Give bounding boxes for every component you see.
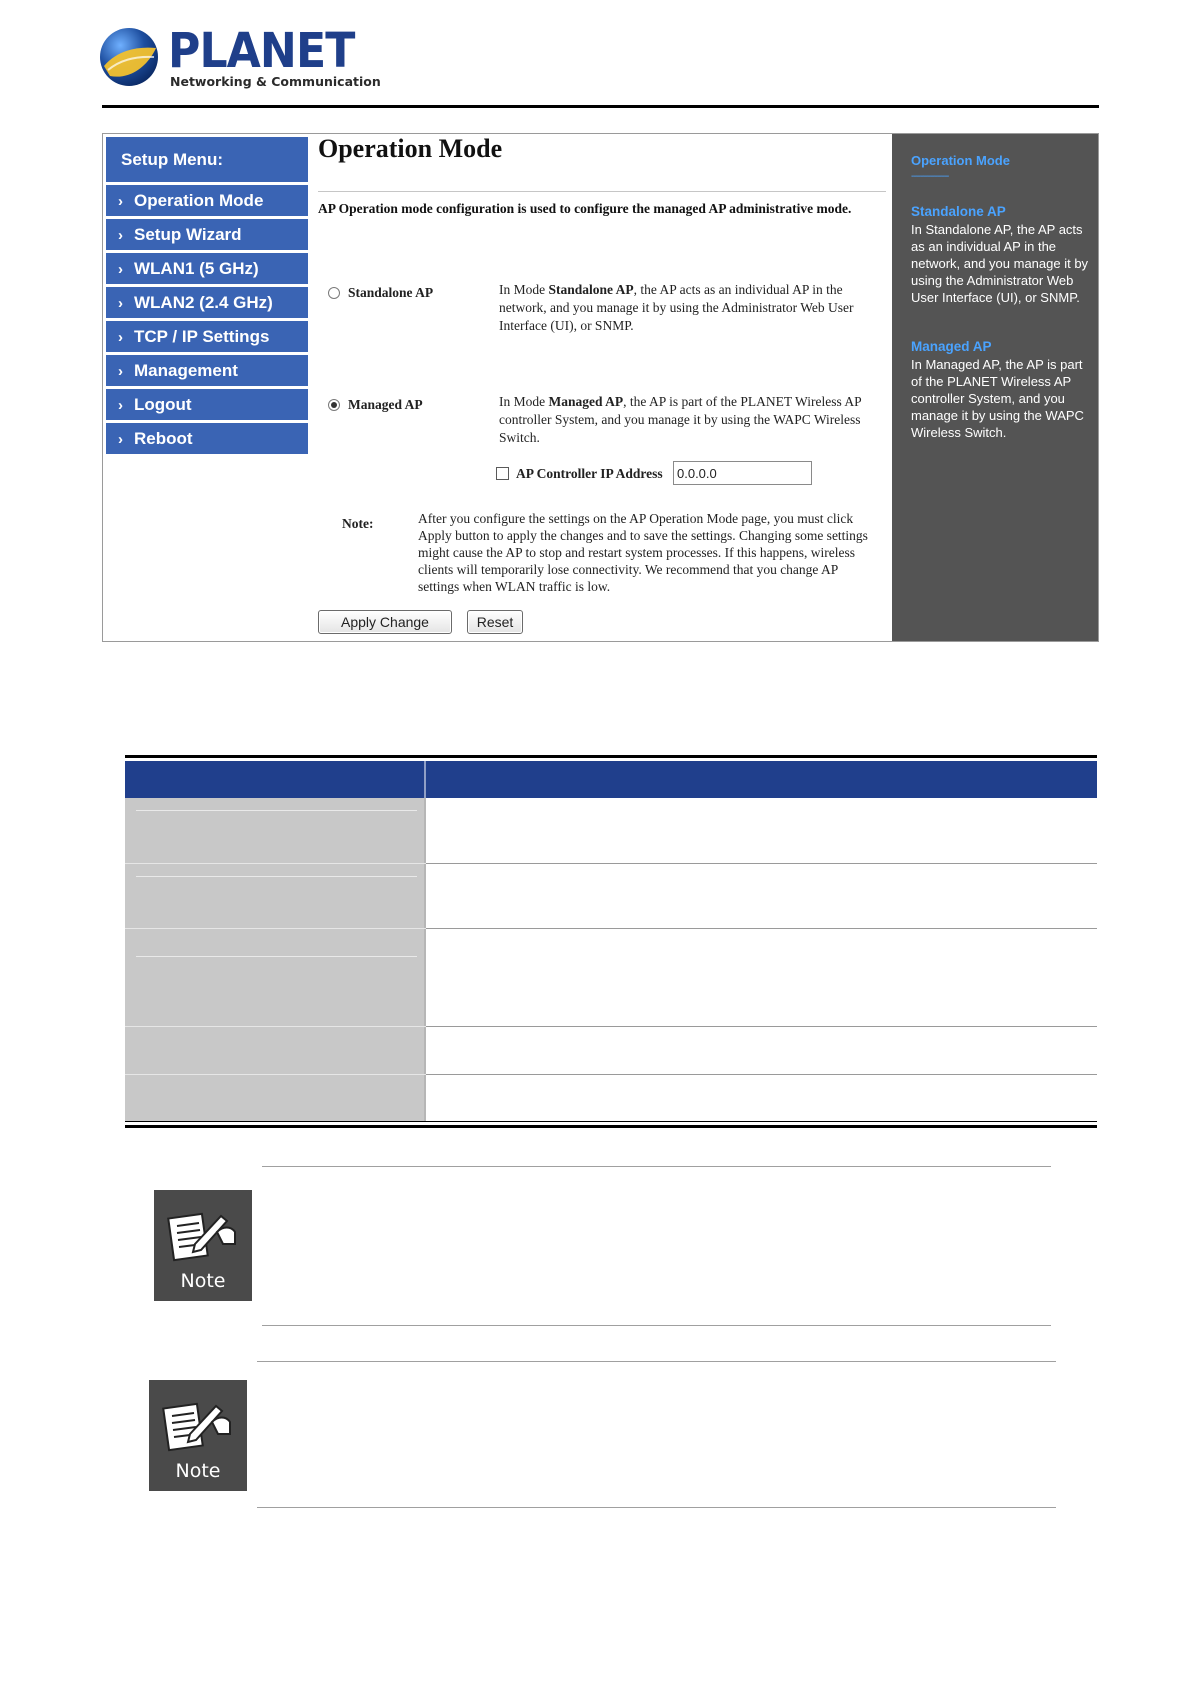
menu-item-label: Logout (134, 395, 192, 414)
table-column-divider (424, 798, 426, 1121)
menu-item-label: Reboot (134, 429, 193, 448)
table-header (125, 761, 1097, 798)
menu-item-operation-mode[interactable] (106, 185, 308, 216)
table-bottom-border-inner (125, 1121, 1097, 1122)
managed-ap-radio[interactable] (328, 399, 340, 411)
note-pencil-icon (160, 1394, 238, 1456)
apply-change-button[interactable]: Apply Change (318, 610, 452, 634)
header-divider (102, 105, 1099, 108)
table-row-divider (426, 1074, 1097, 1075)
menu-item-label: TCP / IP Settings (134, 327, 270, 346)
globe-icon (98, 26, 160, 88)
menu-item-reboot[interactable] (106, 423, 308, 454)
operation-mode-form (318, 134, 888, 641)
note-icon-box (149, 1380, 247, 1491)
ap-controller-ip-label: AP Controller IP Address (516, 466, 663, 481)
standalone-ap-radio[interactable] (328, 287, 340, 299)
note-label: Note: (342, 516, 374, 531)
note-icon-label: Note (175, 1460, 221, 1482)
setup-menu (106, 137, 308, 457)
table-row-divider (125, 1074, 426, 1075)
menu-item-label: Setup Wizard (134, 225, 242, 244)
table-bottom-border (125, 1125, 1097, 1128)
standalone-ap-description: In Mode Standalone AP, the AP acts as an individual AP in the network, and you manage it by using the Administrator Web User Interface (UI), or SNMP. (499, 282, 854, 333)
standalone-ap-label: Standalone AP (348, 285, 434, 300)
help-standalone-heading: Standalone AP (911, 204, 1006, 219)
managed-ap-label: Managed AP (348, 397, 423, 412)
table-cell-inner-line (136, 810, 417, 811)
help-managed-heading: Managed AP (911, 339, 992, 354)
planet-logo (98, 23, 381, 94)
help-title: Operation Mode (911, 153, 1010, 168)
help-standalone-text: In Standalone AP, the AP acts as an individual AP in the network, and you manage it by using the Administrator Web User Interface (UI), or SNMP. (911, 222, 1089, 305)
menu-item-label: Management (134, 361, 238, 380)
chevron-right-icon: › (118, 363, 123, 380)
brand-name: PLANET (168, 23, 355, 79)
note-bottom-rule (262, 1325, 1051, 1326)
chevron-right-icon: › (118, 295, 123, 312)
note-top-rule (262, 1166, 1051, 1167)
setup-menu-title: Setup Menu: (106, 137, 308, 182)
operation-mode-screenshot (102, 133, 1099, 642)
managed-ap-description: In Mode Managed AP, the AP is part of the PLANET Wireless AP controller System, and you manage it by using the WAPC Wireless Switch. (499, 394, 862, 445)
menu-item-wlan1[interactable] (106, 253, 308, 284)
help-title-underline: ---------------- (911, 171, 949, 182)
page-title: Operation Mode (318, 134, 503, 163)
ap-controller-ip-input[interactable] (673, 461, 812, 485)
menu-item-management[interactable] (106, 355, 308, 386)
chevron-right-icon: › (118, 431, 123, 448)
note-bottom-rule (257, 1507, 1056, 1508)
table-label-column (125, 798, 426, 1121)
menu-item-label: WLAN2 (2.4 GHz) (134, 293, 273, 312)
menu-item-tcp-ip-settings[interactable] (106, 321, 308, 352)
note-icon-box (154, 1190, 252, 1301)
table-row-divider (426, 863, 1097, 864)
reset-button[interactable]: Reset (467, 610, 523, 634)
chevron-right-icon: › (118, 227, 123, 244)
menu-item-label: WLAN1 (5 GHz) (134, 259, 259, 278)
chevron-right-icon: › (118, 397, 123, 414)
chevron-right-icon: › (118, 329, 123, 346)
table-row-divider (426, 928, 1097, 929)
table-top-border (125, 755, 1097, 758)
table-row-divider (125, 1026, 426, 1027)
note-top-rule (257, 1361, 1056, 1362)
table-row-divider (125, 863, 426, 864)
table-cell-inner-line (136, 876, 417, 877)
intro-text: AP Operation mode configuration is used to configure the managed AP administrative mode. (318, 201, 852, 216)
chevron-right-icon: › (118, 193, 123, 210)
help-managed-text: In Managed AP, the AP is part of the PLANET Wireless AP controller System, and you manage it by using the WAPC Wireless Switch. (911, 357, 1084, 440)
table-cell-inner-line (136, 956, 417, 957)
table-header-separator (424, 761, 426, 798)
help-panel (892, 134, 1098, 641)
brand-tagline: Networking & Communication (170, 74, 381, 89)
note-text: After you configure the settings on the AP Operation Mode page, you must click Apply button to apply the changes and to save the settings. Changing some settings might cause the AP to stop and restart system processes. If this happens, wireless clients will temporarily lose connectivity. We recommend that you change AP settings when WLAN traffic is low. (418, 511, 868, 594)
menu-item-wlan2[interactable] (106, 287, 308, 318)
table-row-divider (426, 1026, 1097, 1027)
note-pencil-icon (165, 1204, 243, 1266)
note-icon-label: Note (180, 1270, 226, 1292)
menu-item-label: Operation Mode (134, 191, 264, 210)
title-divider (318, 191, 886, 192)
menu-item-logout[interactable] (106, 389, 308, 420)
ap-controller-ip-checkbox[interactable] (496, 467, 509, 480)
menu-item-setup-wizard[interactable] (106, 219, 308, 250)
chevron-right-icon: › (118, 261, 123, 278)
table-row-divider (125, 928, 426, 929)
